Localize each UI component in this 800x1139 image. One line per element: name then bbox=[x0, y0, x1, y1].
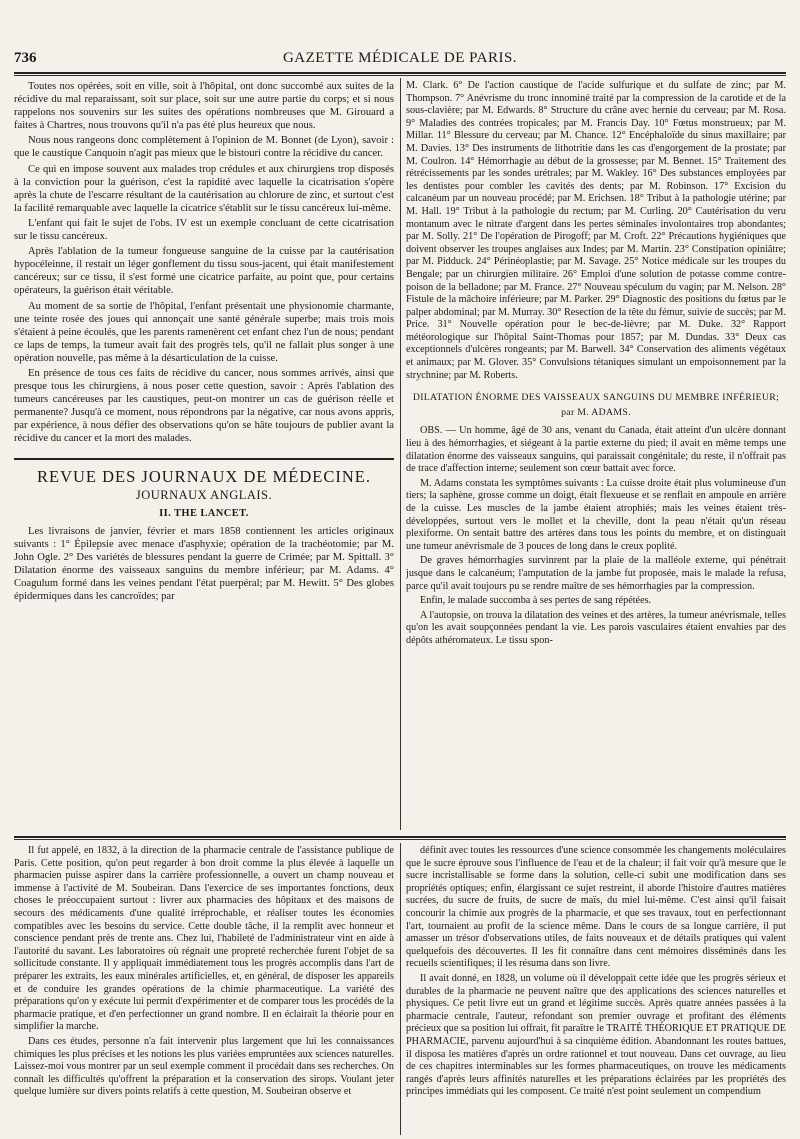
paragraph: définit avec toutes les ressources d'une science consommée les changements moléculaires que le sucre éprouve sous l'influence de l'eau et de la chaleur; il fait voir qu'à mesure que le sucre incristallisable se forme dans la solution, celle-ci subit une modification dans ses propriétés optiques; enfin, élargissant ce sujet restreint, il aborde l'histoire d'autres matières sucrées, du sucre de fruits, de sucre de maïs, du miel lui-même. C'est ainsi qu'il faisait concourir la chimie aux progrès de la pharmacie, et que ses travaux, tout en perfectionnant l'art, tournaient au profit de la science même. Dans le cours de sa longue carrière, il put amasser un trésor d'observations utiles, de faits nouveaux et de détails pratiques qui valent quelquefois des découvertes. Il les fit connaître dans cent mémoires disséminés dans les recueils scientifiques; il les résuma dans son livre. bbox=[406, 845, 786, 970]
obs-label: OBS. bbox=[420, 425, 443, 437]
paragraph: En présence de tous ces faits de récidive du cancer, nous sommes arrivés, ainsi que presque tous les chirurgiens, à nous poser cette question, savoir : Après l'ablation des tumeurs cancéreuses par les caustiques, peut-on montrer un cas de guérison réelle et permanente? Jusqu'à ce moment, nous répondrons par la négative, car nous avons appris, par expérience, à nous défier des observations qu'on se hâte toujours de publier avant la récidive du cancer et la mort des malades. bbox=[14, 367, 394, 445]
column-divider bbox=[400, 843, 401, 1135]
journal-title: GAZETTE MÉDICALE DE PARIS. bbox=[282, 50, 518, 66]
page-number: 736 bbox=[14, 50, 37, 66]
feuilleton-rule bbox=[14, 836, 786, 838]
feuilleton-rule-thin bbox=[14, 839, 786, 840]
right-column bbox=[406, 80, 786, 830]
paragraph: L'enfant qui fait le sujet de l'obs. IV est un exemple concluant de cette cicatrisation sur le tissu cancéreux. bbox=[14, 217, 394, 243]
paragraph: Après l'ablation de la tumeur fongueuse sanguine de la cuisse par la cautérisation hypocéleinne, il restait un léger gonflement du tissu sous-jacent, qui était manifestement cancéreux; sur ce tissu, il s'est formé une cicatrice parfaite, au point que, pour certains opérateurs, la guérison était véritable. bbox=[14, 246, 394, 297]
paragraph: Nous nous rangeons donc complètement à l'opinion de M. Bonnet (de Lyon), savoir : que le caustique Canquoin n'agit pas mieux que le bistouri contre la récidive du cancer. bbox=[14, 135, 394, 160]
left-column bbox=[14, 80, 394, 830]
revue-section: II. THE LANCET. bbox=[159, 507, 249, 519]
column-divider bbox=[400, 78, 401, 830]
bottom-right-column bbox=[406, 845, 786, 1135]
section-rule bbox=[14, 458, 394, 460]
bottom-left-column bbox=[14, 845, 394, 1135]
paragraph: Toutes nos opérées, soit en ville, soit à l'hôpital, ont donc succombé aux suites de la récidive du mal reparaissant, soit sur place, soit sur une autre partie du corps; et si nous rappelons nos souvenirs sur les suites des opérations nombreuses que M. Girouard a faites à Chartres, nous trouvons qu'il n'a pas été plus heureux que nous. bbox=[14, 81, 394, 132]
paragraph: Enfin, le malade succomba à ses pertes de sang répétées. bbox=[420, 595, 652, 607]
header-rule bbox=[14, 72, 786, 74]
paragraph: A l'autopsie, on trouva la dilatation des veines et des artères, la tumeur anévrismale, telles qu'on les avait soupçonnées pendant la vie. Les parois vasculaires étaient envahies par des dépôts athéromateux. Le tissu spon- bbox=[406, 609, 786, 646]
observation-paragraph bbox=[406, 425, 786, 475]
paragraph: M. Clark. 6° De l'action caustique de l'acide sulfurique et du sulfate de zinc; par M. Thompson. 7° Anévrisme du tronc innominé traité par la compression de la carotide et de la sous-clavière; par M. Edwards. 8° Structure du crâne avec hernie du cerveau; par M. Rosa. 9° Maladies des contrées tropicales; par M. Francis Day. 10° Fœtus monstrueux; par M. Millar. 11° Blessure du cerveau; par M. Chance. 12° Encéphaloïde du sinus maxillaire; par M. Davies. 13° Des instruments de lithotritie dans les cas d'engorgement de la prostate; par M. Coulron. 14° Hémorrhagie au début de la grossesse; par M. Bennet. 15° Traitement des rétrécissements par les sondes urétrales; par M. Wakley. 16° Des substances employées par les dentistes pour combler les cavités des dents; par M. Robinson. 17° Excision du calcanéum par un nouveau procédé; par M. Erichsen. 18° Tribut à la pathologie utérine; par M. Hall. 19° Tribut à la pathologie du rectum; par M. Curling. 20° Cautérisation du veru montanum avec le nitrate d'argent dans les pertes séminales involontaires trop abondantes; par M. Solly. 21° De l'opération de Pirogoff; par M. Croft. 22° Précautions hygiéniques que doivent observer les troupes anglaises aux Indes; par M. Martin. 23° Constipation opiniâtre; par M. Pidduck. 24° Périnéoplastie; par M. Savage. 25° Notice médicale sur les troupes du Bengale; par un chirurgien militaire. 26° Emploi d'une solution de potasse comme contre-poison de la belladone; par M. France. 27° Nouveau spéculum du vagin; par M. Nelson. 28° Fistule de la mâchoire inférieure; par M. Parker. 29° Diagnostic des positions du fœtus par le palper abdominal; par M. Murray. 30° Resection de la tête du fémur, suivie de succès; par M. Price. 31° Nouvelle opération pour le bec-de-lièvre; par M. Duke. 32° Rapport météorologique sur l'hôpital Saint-Thomas pour 1857; par M. Dundas. 33° Deux cas exceptionnels d'ulcères rongeants; par M. Barwell. 34° Conservation des aliments végétaux et animaux; par M. Glover. 35° Convulsions tétaniques simulant un empoisonnement par la strychnine; par M. Roberts. bbox=[406, 80, 786, 381]
paragraph: Les livraisons de janvier, février et mars 1858 contiennent les articles originaux suivants : 1° Épilepsie avec menace d'asphyxie; opération de la trachéotomie; par M. John Ogle. 2° Des variétés de blessures pendant la guerre de Crimée; par M. Spittall. 3° Dilatation énorme des vaisseaux sanguins du membre inférieur; par M. Adams. 4° Coagulum formé dans les veines pendant l'état puerpéral; par M. Hewitt. 5° Des globes épidermiques dans les cancroïdes; par bbox=[14, 525, 394, 603]
paragraph: M. Adams constata les symptômes suivants : La cuisse droite était plus volumineuse d'un tiers; la saphène, grosse comme un doigt, était flexueuse et se renflait en ampoule en arrière de la cuisse. Les muscles de la jambe étaient atrophiés; mais les veines étaient très-développées, surtout vers le mollet et la cheville, dont la peau n'était qu'un réseau plexiforme. On sentait battre des artères dans tous les points du membre, et on distinguait une tumeur anévrismale de 3 pouces de long dans le creux poplité. bbox=[406, 477, 786, 552]
paragraph: De graves hémorrhagies survinrent par la plaie de la malléole externe, qui pénétrait jusque dans le calcanéum; l'amputation de la jambe fut proposée, mais le malade la refusa, parce qu'il avait toujours pu se rendre maître de ses hémorrhagies par la compression. bbox=[406, 555, 786, 592]
paragraph: Ce qui en impose souvent aux malades trop crédules et aux chirurgiens trop disposés à la conviction pour la guérison, c'est la rapidité avec laquelle la cicatrisation s'opère après la chute de l'escarre résultant de la cautérisation au chlorure de zinc, et surtout c'est la facilité remarquable avec laquelle la cicatrice s'établit sur le tissu cancéreux lui-même. bbox=[14, 163, 394, 214]
paragraph: Il avait donné, en 1828, un volume où il développait cette idée que les progrès sérieux et durables de la pharmacie ne peuvent naître que des applications des sciences naturelles et physiques. Ce petit livre eut un grand et légitime succès. Après quatre années passées à la pharmacie centrale, l'auteur, refondant son premier ouvrage et profitant des éléments précieux que sa position lui offrait, fit paraître le TRAITÉ THÉORIQUE ET PRATIQUE DE PHARMACIE, parvenu aujourd'hui à sa cinquième édition. Abandonnant les routes battues, il disposa les matières d'après un ordre rationnel et tout nouveau. Dans cet ouvrage, au lieu de ces chapitres interminables sur les formes pharmaceutiques, on trouve les médicaments rangés d'après leurs affinités naturelles et les préparations éclairées par les propriétés des principes immédiats qui les composent. Ce traité n'est point seulement un compendium bbox=[406, 972, 786, 1098]
paragraph: Au moment de sa sortie de l'hôpital, l'enfant présentait une physionomie charmante, une teinte rosée des joues qui annonçait une santé générale superbe; mais trois mois s'étaient à peine écoulés, que les parents ramenèrent cet enfant chez l'un de nous; pendant ce laps de temps, la tumeur avait fait des progrès tels, qu'il ne fallait plus songer à une opération nouvelle, pas même à la désarticulation de la cuisse. bbox=[14, 300, 394, 364]
article-title-text: DILATATION ÉNORME DES VAISSEAUX SANGUINS DU MEMBRE INFÉRIEUR; bbox=[412, 392, 780, 404]
article-author: par M. ADAMS. bbox=[561, 406, 631, 418]
revue-title: REVUE DES JOURNAUX DE MÉDECINE. bbox=[37, 466, 371, 486]
page-header bbox=[14, 50, 786, 72]
paragraph: Il fut appelé, en 1832, à la direction de la pharmacie centrale de l'assistance publique de Paris. Cette position, qu'on peut regarder à bon droit comme la plus élevée à laquelle un pharmacien puisse aspirer dans la carrière professionnelle, a ouvert un champ nouveau et immense à l'activité de M. Soubeiran. Dans l'exercice de ses importantes fonctions, deux choses le préoccupaient surtout : livrer aux pharmacies des hôpitaux et des maisons de secours des médicaments d'une qualité irréprochable, et réaliser toutes les économies compatibles avec les besoins du service. Cette double tâche, il la remplit avec honneur et conscience pendant près de trente ans. Chez lui, l'habileté de l'administrateur vint en aide à l'autorité du savant. Les laboratoires où régnait une propreté recherchée furent l'objet de sa sollicitude constante. Il y appliquait immédiatement tous les progrès accomplis dans l'art de préparer les extraits, les eaux minérales artificielles, et, en général, de disposer les appareils et de conduire les grandes opérations de la chimie pharmaceutique. La variété des préparations qu'on y exécute lui permit d'expérimenter et de comparer tous les procédés de la pharmacie pratique, et d'en perfectionner un grand nombre. Il en éclairait la théorie pour en simplifier la marche. bbox=[14, 845, 394, 1033]
paragraph: Dans ces études, personne n'a fait intervenir plus largement que lui les connaissances chimiques les plus précises et les notions les plus variées empruntées aux sciences naturelles. Laissez-moi vous montrer par un seul exemple comment il procédait dans ses recherches. On connaît les difficultés qu'offrent la préparation et la conservation des sirops. Voulant jeter quelque lumière sur divers points relatifs à cette question, M. Soubeiran observe et bbox=[14, 1035, 394, 1098]
obs-text: — Un homme, âgé de 30 ans, venant du Canada, était atteint d'un ulcère donnant lieu à des hémorrhagies, et siégeant à la partie externe du pied; il avait en même temps une dilatation énorme des vaisseaux sanguins, qui paraissait congénitale; du reste, il n'offrait pas de trace d'affection interne; seulement son cœur battait avec force. bbox=[406, 425, 786, 475]
article-title bbox=[406, 392, 786, 419]
header-rule-thin bbox=[14, 75, 786, 76]
revue-subtitle: JOURNAUX ANGLAIS. bbox=[135, 487, 273, 502]
